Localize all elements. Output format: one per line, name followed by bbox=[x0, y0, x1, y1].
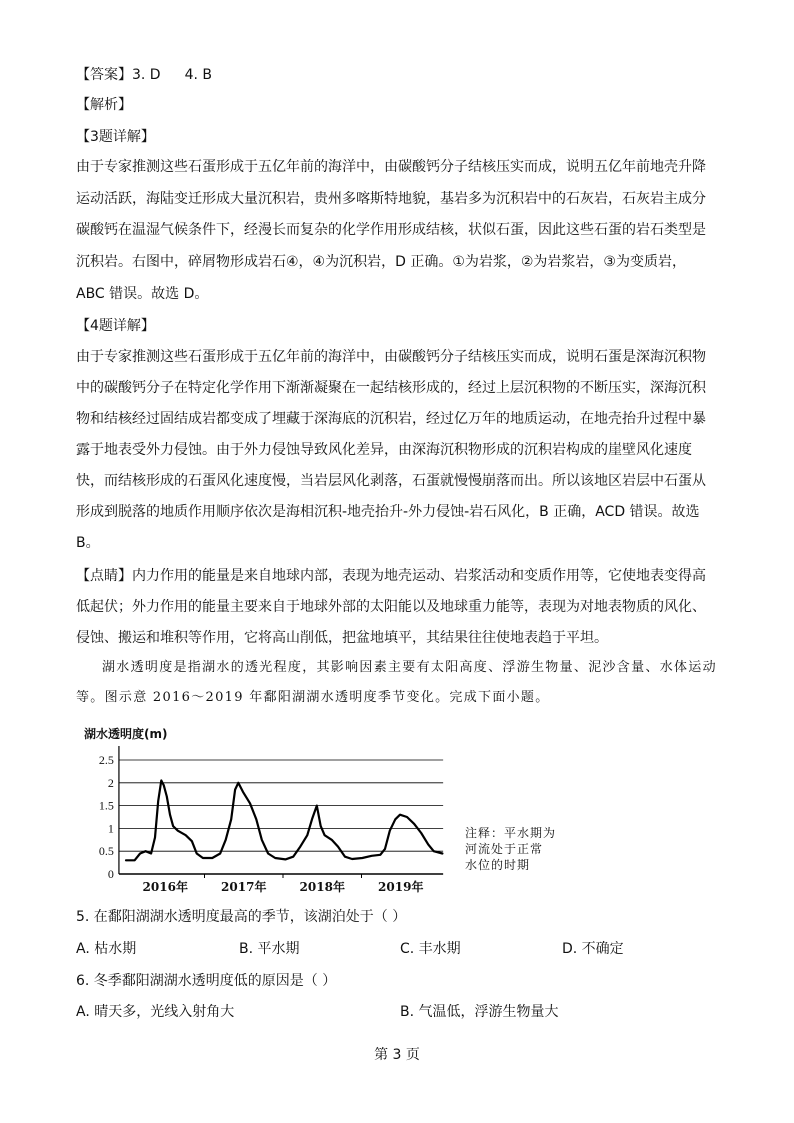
paragraph-line: 露于地表受外力侵蚀。由于外力侵蚀导致风化差异，由深海沉积物形成的沉积岩构成的崖壁风化速度 bbox=[76, 441, 692, 458]
tip-label: 【点睛】 bbox=[76, 567, 132, 584]
paragraph-line: 沉积岩。右图中，碎屑物形成岩石④，④为沉积岩，D 正确。①为岩浆，②为岩浆岩，③为变质岩， bbox=[76, 254, 686, 271]
question-6-option-b: B. 气温低，浮游生物量大 bbox=[400, 1004, 559, 1020]
y-tick-label: 1.5 bbox=[98, 798, 114, 813]
paragraph-line: 碳酸钙在温湿气候条件下，经漫长而复杂的化学作用形成结核，状似石蛋，因此这些石蛋的岩石类型是 bbox=[76, 222, 706, 239]
chart-annotation-line: 注释：平水期为 bbox=[465, 826, 557, 840]
question-5-option-d: D. 不确定 bbox=[562, 941, 624, 957]
paragraph-line: 由于专家推测这些石蛋形成于五亿年前的海洋中，由碳酸钙分子结核压实而成，说明五亿年前地壳升降 bbox=[76, 159, 706, 175]
paragraph-line: 低起伏；外力作用的能量主要来自于地球外部的太阳能以及地球重力能等，表现为对地表物质的风化、 bbox=[76, 598, 706, 615]
tip-paragraph bbox=[76, 561, 706, 654]
paragraph-line: 侵蚀、搬运和堆积等作用，它将高山削低，把盆地填平，其结果往往使地表趋于平坦。 bbox=[76, 629, 608, 646]
question-intro bbox=[76, 653, 717, 713]
answer-line bbox=[76, 60, 212, 90]
question-5-option-c: C. 丰水期 bbox=[400, 941, 461, 957]
paragraph-line: 物和结核经过固结成岩都变成了埋藏于深海底的沉积岩，经过亿万年的地质运动，在地壳抬升过程中暴 bbox=[76, 410, 706, 427]
answer-label: 【答案】 bbox=[76, 67, 132, 83]
question-5-option-a: A. 枯水期 bbox=[76, 941, 137, 957]
y-tick-label: 2.5 bbox=[98, 753, 114, 767]
intro-line: 等。图示意 2016～2019 年鄱阳湖湖水透明度季节变化。完成下面小题。 bbox=[76, 690, 550, 705]
y-tick-label: 0 bbox=[107, 867, 114, 881]
intro-line: 湖水透明度是指湖水的透光程度，其影响因素主要有太阳高度、浮游生物量、泥沙含量、水体运动 bbox=[102, 660, 717, 675]
paragraph-line: 快，而结核形成的石蛋风化速度慢，当岩层风化剥落，石蛋就慢慢崩落而出。所以该地区岩层中石蛋从 bbox=[76, 472, 706, 489]
paragraph-line: B。 bbox=[76, 534, 100, 551]
paragraph-line: 形成到脱落的地质作用顺序依次是海相沉积-地壳抬升-外力侵蚀-岩石风化，B 正确，ACD 错误。故选 bbox=[76, 503, 700, 520]
series-line bbox=[126, 781, 442, 861]
paragraph-line: 中的碳酸钙分子在特定化学作用下渐渐凝聚在一起结核形成的，经过上层沉积物的不断压实，深海沉积 bbox=[76, 379, 706, 396]
transparency-line-chart bbox=[76, 720, 636, 900]
y-tick-label: 0.5 bbox=[98, 844, 114, 859]
question-5-stem: 5. 在鄱阳湖湖水透明度最高的季节，该湖泊处于（ ） bbox=[76, 909, 407, 925]
x-tick-label: 2017年 bbox=[221, 880, 267, 894]
x-tick-label: 2018年 bbox=[299, 880, 345, 894]
y-axis-label: 湖水透明度(m) bbox=[84, 727, 168, 741]
paragraph-line: ABC 错误。故选 D。 bbox=[76, 285, 209, 302]
y-tick-label: 2 bbox=[107, 775, 114, 790]
detail3-paragraph bbox=[76, 152, 706, 311]
y-tick-label: 1 bbox=[107, 821, 114, 836]
detail4-label: 【4题详解】 bbox=[76, 318, 155, 334]
paragraph-line: 运动活跃，海陆变迁形成大量沉积岩，贵州多喀斯特地貌，基岩多为沉积岩中的石灰岩，石灰岩主成分 bbox=[76, 190, 706, 207]
analysis-label: 【解析】 bbox=[76, 97, 132, 113]
question-5-option-b: B. 平水期 bbox=[239, 941, 300, 957]
tip-text: 内力作用的能量是来自地球内部，表现为地壳运动、岩浆活动和变质作用等，它使地表变得高 bbox=[132, 567, 706, 584]
chart-annotation-line: 水位的时期 bbox=[465, 858, 531, 872]
page-number: 第 3 页 bbox=[374, 1047, 420, 1063]
detail4-paragraph bbox=[76, 342, 706, 559]
paragraph-line: 由于专家推测这些石蛋形成于五亿年前的海洋中，由碳酸钙分子结核压实而成，说明石蛋是深海沉积物 bbox=[76, 348, 706, 365]
question-6-stem: 6. 冬季鄱阳湖湖水透明度低的原因是（ ） bbox=[76, 973, 337, 989]
x-tick-label: 2019年 bbox=[378, 880, 424, 894]
x-tick-label: 2016年 bbox=[142, 880, 188, 894]
detail3-label: 【3题详解】 bbox=[76, 129, 155, 145]
paragraph-line bbox=[76, 561, 706, 592]
answer-q3: 3. D bbox=[132, 67, 161, 83]
question-6-option-a: A. 晴天多，光线入射角大 bbox=[76, 1004, 235, 1020]
answer-q4: 4. B bbox=[184, 67, 213, 83]
chart-annotation-line: 河流处于正常 bbox=[465, 842, 544, 856]
